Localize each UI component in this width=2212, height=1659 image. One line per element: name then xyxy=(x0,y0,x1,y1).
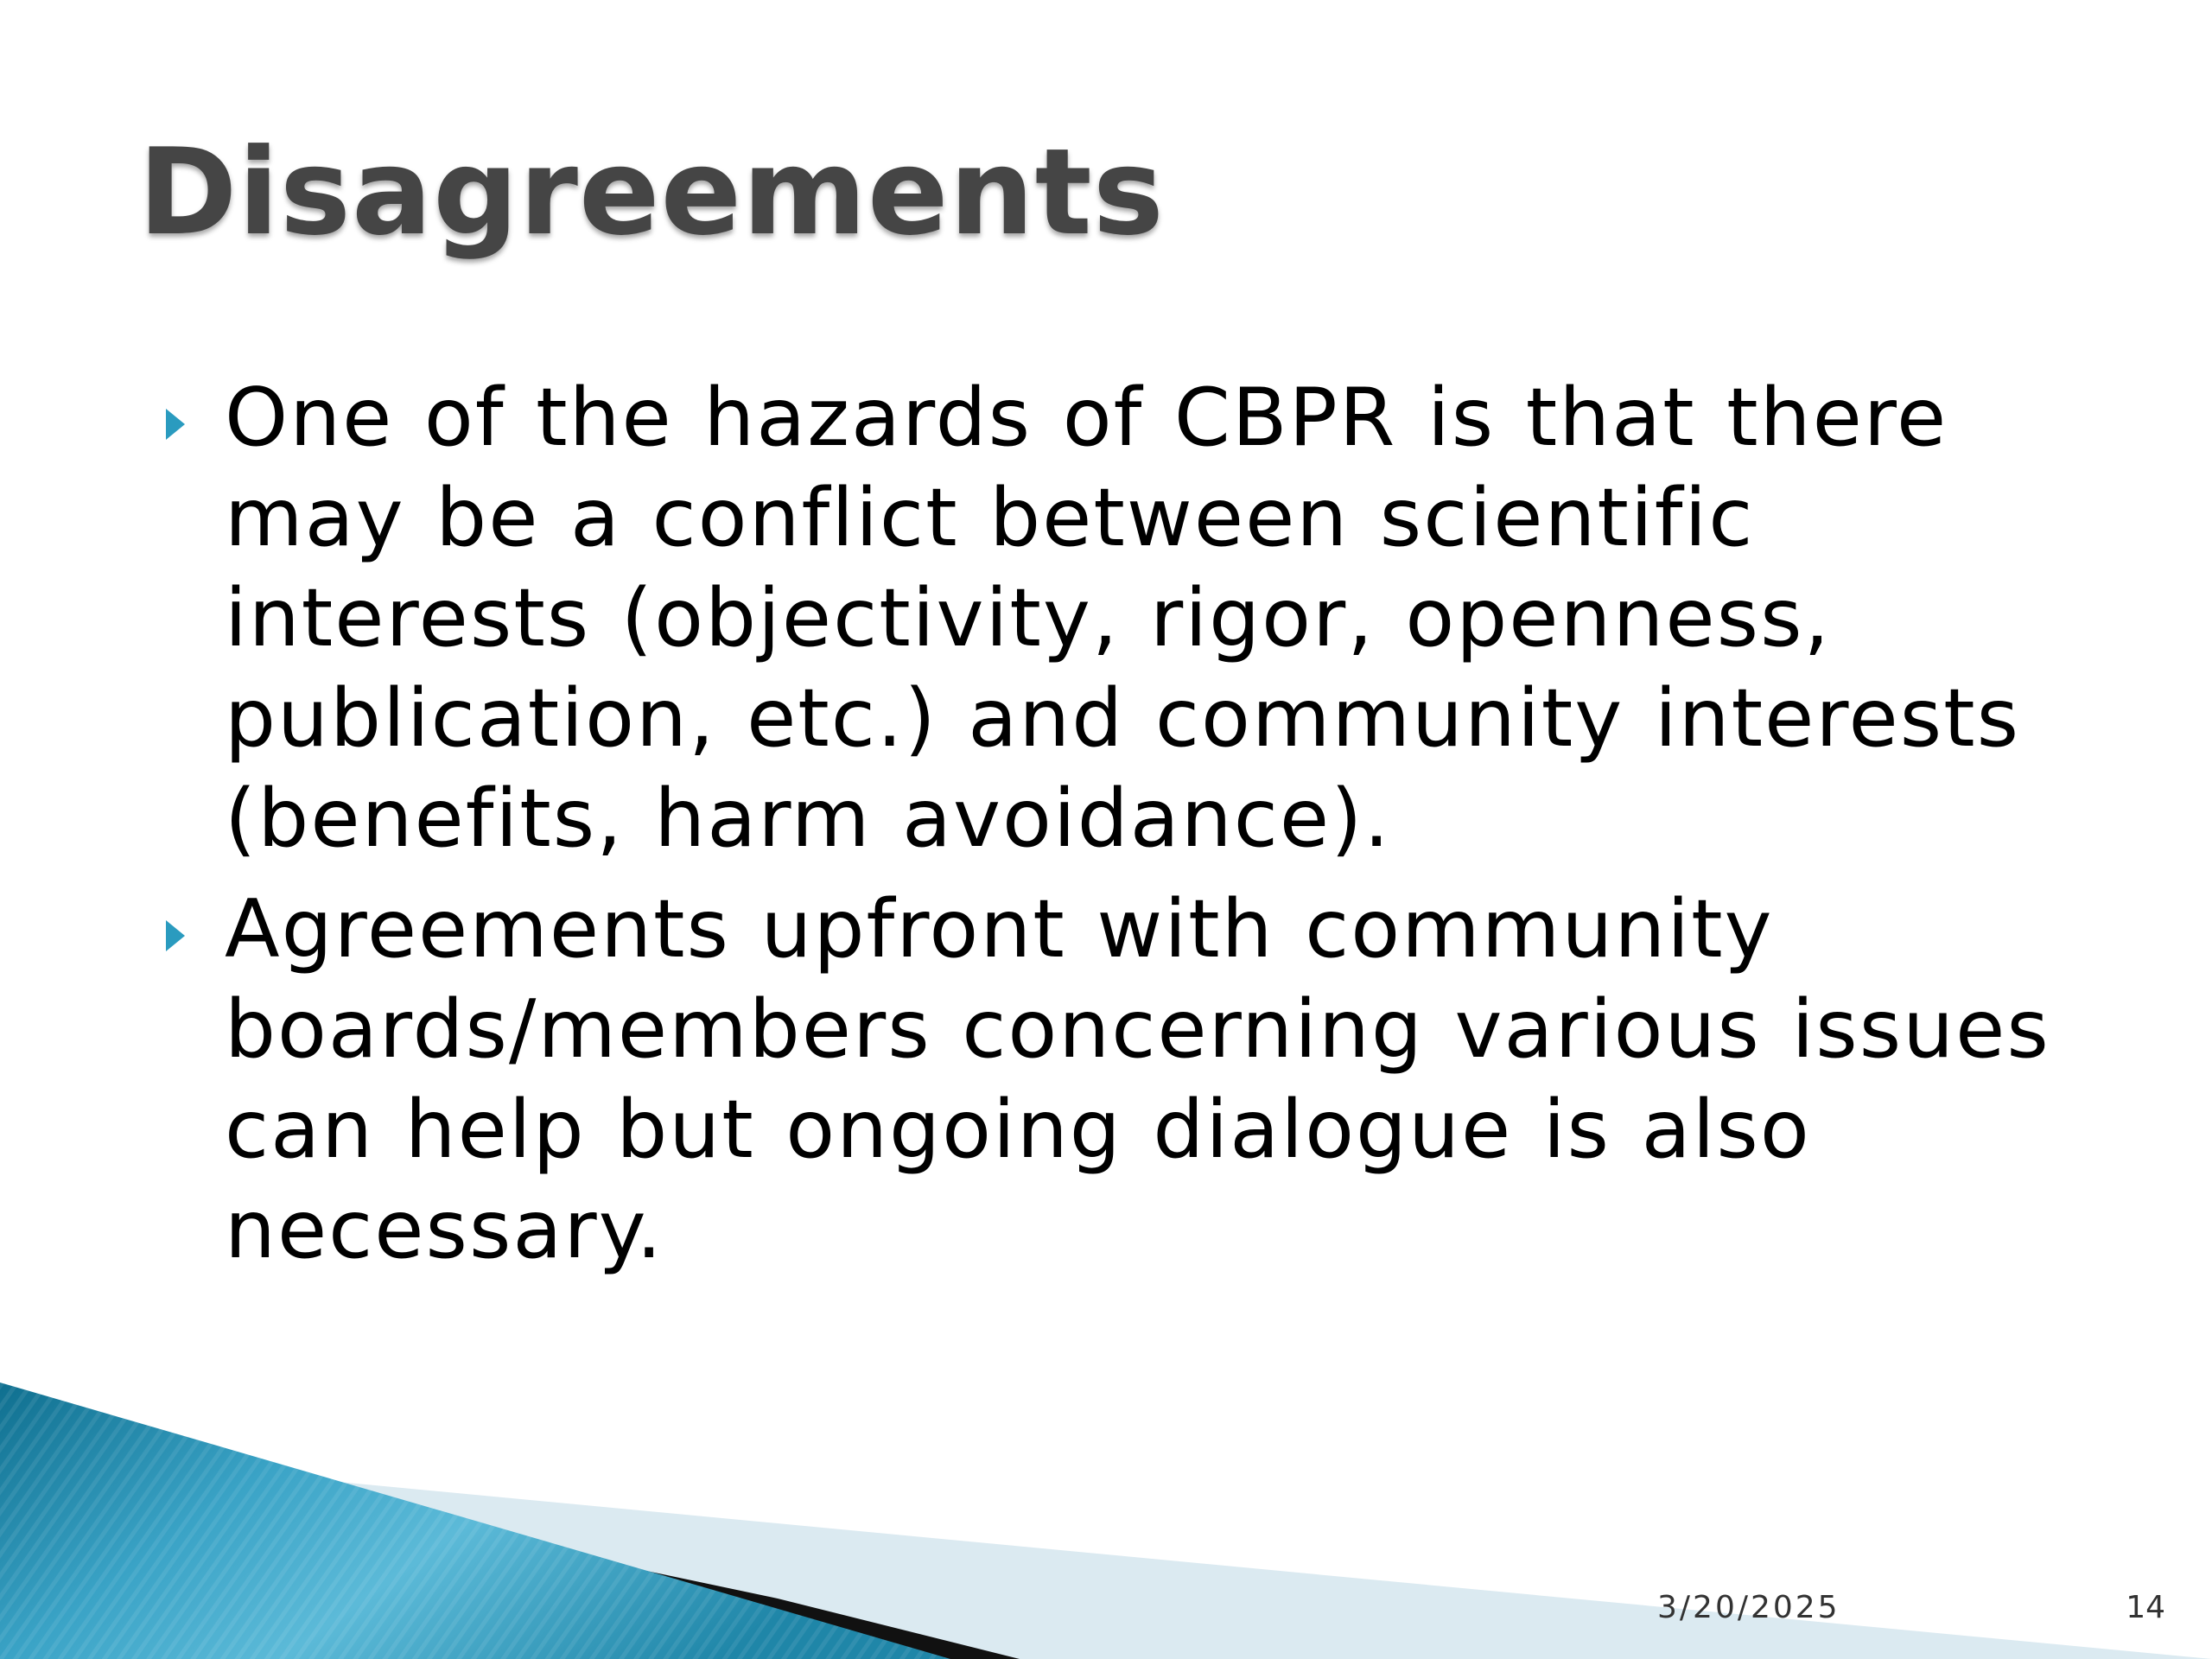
footer-date: 3/20/2025 xyxy=(1657,1590,1840,1625)
bullet-text: Agreements upfront with community boards/members concerning various issues can help but ongoing dialogue is also necessary. xyxy=(225,882,2050,1276)
corner-decoration xyxy=(0,1382,2212,1659)
triangle-right-icon xyxy=(166,920,185,951)
bullet-item xyxy=(156,367,2108,868)
bullet-item xyxy=(156,879,2108,1280)
triangle-right-icon xyxy=(166,409,185,440)
slide-title: Disagreements xyxy=(138,123,1165,262)
bullet-list xyxy=(156,367,2108,1290)
bullet-text: One of the hazards of CBPR is that there may be a conflict between scientific interests (objectivity, rigor, openness, publication, etc.) and community interests (benefits, harm avoidance). xyxy=(225,371,2021,865)
page-number: 14 xyxy=(2126,1590,2165,1625)
